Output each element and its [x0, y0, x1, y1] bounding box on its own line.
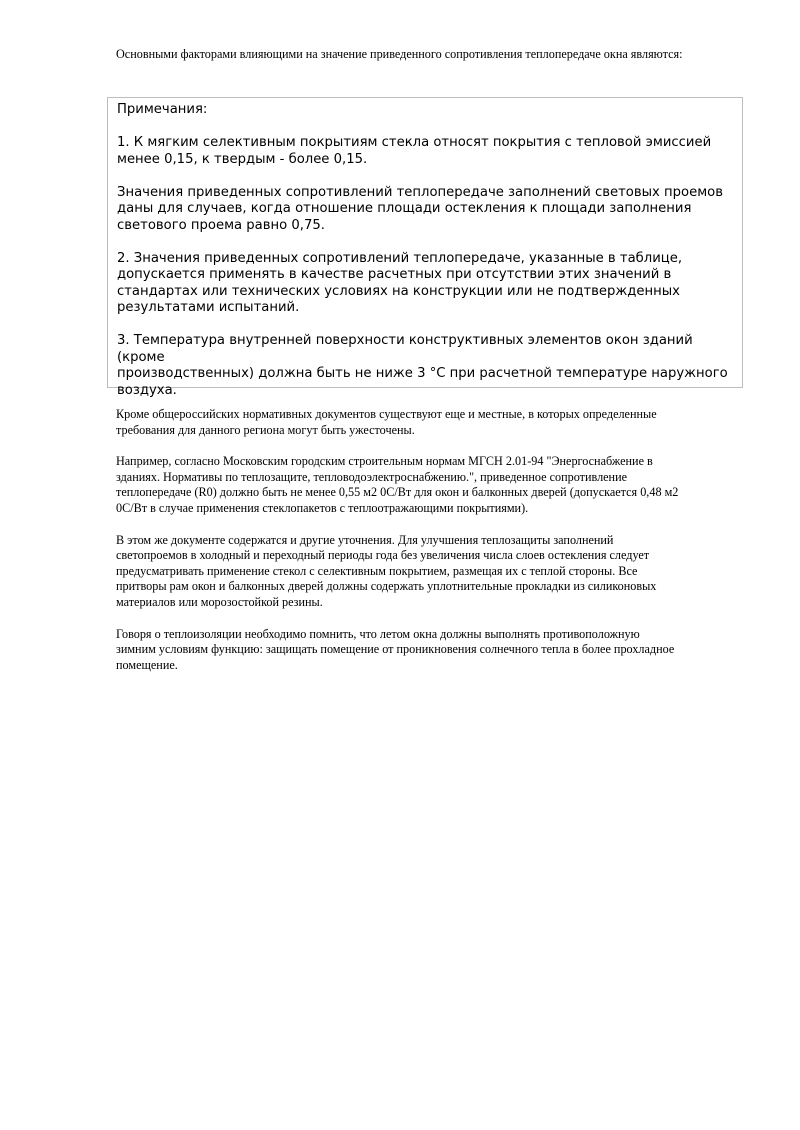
notes-title: Примечания: [117, 102, 208, 117]
note-item: 3. Температура внутренней поверхности конструктивных элементов окон зданий (кроме производственных) должна быть не ниже 3 °С при расчетной температуре наружного воздуха. [117, 333, 728, 398]
paragraph-mgsn-example: Например, согласно Московским городским строительным нормам МГСН 2.01-94 "Энергоснабжение в зданиях. Нормативы по теплозащите, тепловодоэлектроснабжению.", приведенное сопротивление теплопередаче (R0) должно быть не менее 0,55 м2 0С/Вт для окон и балконных дверей (допускается 0,48 м2 0С/Вт в случае применения стеклопакетов с теплоотражающими покрытиями). [116, 454, 679, 515]
paragraph-summer-function: Говоря о теплоизоляции необходимо помнить, что летом окна должны выполнять противоположную зимним условиям функцию: защищать помещение от проникновения солнечного тепла в более прохладное помещение. [116, 626, 675, 672]
note-item: 2. Значения приведенных сопротивлений теплопередаче, указанные в таблице, допускается применять в качестве расчетных при отсутствии этих значений в стандартах или технических условиях на конструкции или не подтвержденных результатами испытаний. [117, 250, 683, 315]
body-text [116, 407, 756, 689]
note-item: 1. К мягким селективным покрытиям стекла относят покрытия с тепловой эмиссией менее 0,15, к твердым - более 0,15. [117, 135, 712, 167]
paragraph-regional-norms: Кроме общероссийских нормативных документов существуют еще и местные, в которых определенные требования для данного региона могут быть ужесточены. [116, 407, 657, 437]
paragraph-clarifications: В этом же документе содержатся и другие уточнения. Для улучшения теплозащиты заполнений светопроемов в холодный и переходный периоды года без увеличения числа слоев остекления следует предусматривать применение стекол с селективным покрытием, размещая их с теплой стороны. Все притворы рам окон и балконных дверей должны содержать уплотнительные прокладки из силиконовых материалов или морозостойкой резины. [116, 532, 657, 609]
notes-box [107, 97, 743, 398]
note-item: Значения приведенных сопротивлений теплопередаче заполнений световых проемов даны для случаев, когда отношение площади остекления к площади заполнения светового проема равно 0,75. [117, 184, 723, 233]
intro-text: Основными факторами влияющими на значение приведенного сопротивления теплопередаче окна являются: [116, 47, 683, 61]
